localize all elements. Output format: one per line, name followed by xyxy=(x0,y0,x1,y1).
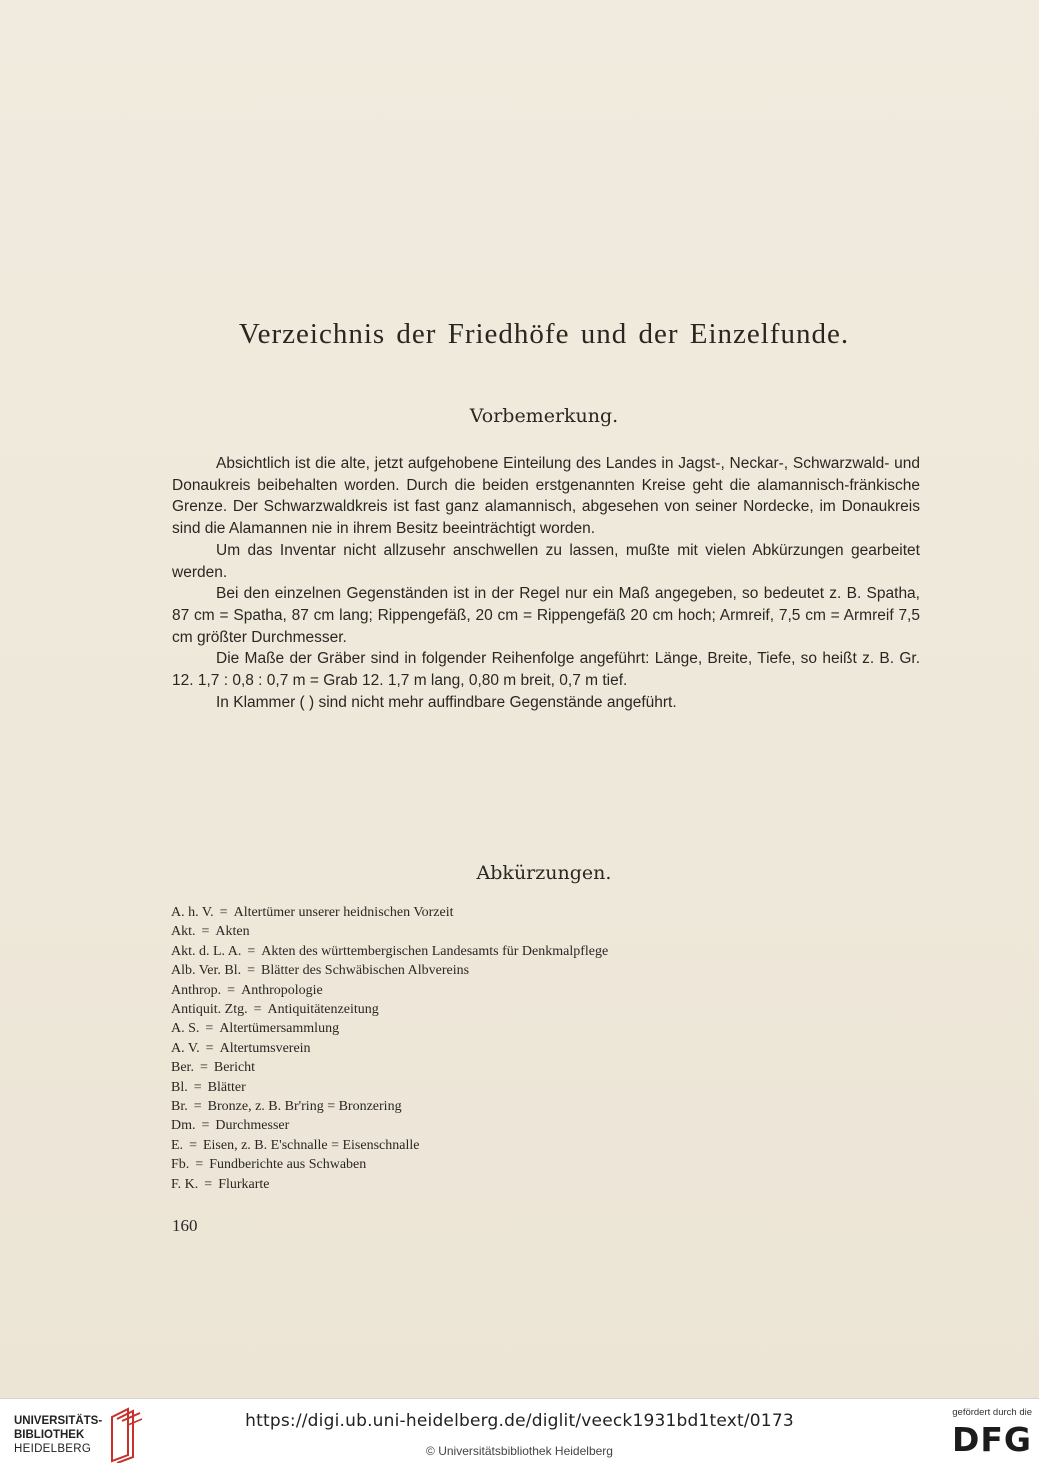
abbreviations-heading: Abkürzungen. xyxy=(476,862,612,884)
paragraph: Bei den einzelnen Gegenständen ist in der Regel nur ein Maß angegeben, so bedeutet z. B. Spatha, 87 cm = Spatha, 87 cm lang; Rippengefäß, 20 cm = Rippengefäß 20 cm hoch; Armreif, 7,5 cm = Armreif 7,5 cm größter Durchmesser. xyxy=(172,585,920,646)
page-title: Verzeichnis der Friedhöfe und der Einzelfunde. xyxy=(238,318,850,350)
abbreviation-item: A. V. = Altertumsverein xyxy=(171,1040,311,1056)
paragraph: Die Maße der Gräber sind in folgender Reihenfolge angeführt: Länge, Breite, Tiefe, so heißt z. B. Gr. 12. 1,7 : 0,8 : 0,7 m = Grab 12. 1,7 m lang, 0,80 m breit, 0,7 m tief. xyxy=(172,650,920,690)
abbreviation-item: Anthrop. = Anthropologie xyxy=(171,982,323,998)
abbreviation-item: E. = Eisen, z. B. E'schnalle = Eisenschnalle xyxy=(171,1137,420,1153)
abbreviations-list xyxy=(171,903,791,1194)
library-name-line2: BIBLIOTHEK xyxy=(14,1429,85,1441)
abbreviation-item: Antiquit. Ztg. = Antiquitätenzeitung xyxy=(171,1002,379,1018)
permalink-url[interactable]: https://digi.ub.uni-heidelberg.de/diglit/veeck1931bd1text/0173 xyxy=(245,1411,794,1431)
library-name-line1: UNIVERSITÄTS- xyxy=(14,1415,103,1427)
abbreviation-item: Akt. d. L. A. = Akten des württembergischen Landesamts für Denkmalpflege xyxy=(171,943,609,959)
abbreviation-item: Alb. Ver. Bl. = Blätter des Schwäbischen Albvereins xyxy=(171,963,470,979)
copyright-notice: © Universitätsbibliothek Heidelberg xyxy=(426,1444,613,1458)
paragraph: In Klammer ( ) sind nicht mehr auffindbare Gegenstände angeführt. xyxy=(216,693,677,711)
preface-text xyxy=(172,453,920,713)
abbreviation-item: Fb. = Fundberichte aus Schwaben xyxy=(171,1157,367,1173)
dfg-logo[interactable] xyxy=(922,1407,1032,1465)
paragraph: Absichtlich ist die alte, jetzt aufgehobene Einteilung des Landes in Jagst-, Neckar-, Schwarzwald- und Donaukreis beibehalten worden. Durch die beiden erstgenannten Kreise geht die alamannisch-fränkische Grenze. Der Schwarzwaldkreis ist fast ganz alamannisch, abgesehen von seiner Nordecke, im Donaukreis sind die Alamannen nie in ihrem Besitz beeinträchtigt worden. xyxy=(172,455,920,538)
preface-heading: Vorbemerkung. xyxy=(469,405,619,427)
abbreviation-item: Ber. = Bericht xyxy=(171,1060,256,1076)
paragraph: Um das Inventar nicht allzusehr anschwellen zu lassen, mußte mit vielen Abkürzungen gearbeitet werden. xyxy=(172,541,920,581)
abbreviation-item: A. S. = Altertümersammlung xyxy=(171,1021,340,1037)
page-number: 160 xyxy=(172,1216,198,1235)
abbreviation-item: Dm. = Durchmesser xyxy=(171,1118,290,1134)
library-name-line3: HEIDELBERG xyxy=(14,1443,92,1455)
abbreviation-item: Akt. = Akten xyxy=(171,924,250,940)
funder-name: DFG xyxy=(951,1420,1032,1459)
funding-caption: gefördert durch die xyxy=(952,1407,1032,1418)
abbreviation-item: F. K. = Flurkarte xyxy=(171,1176,270,1192)
abbreviation-item: A. h. V. = Altertümer unserer heidnischen Vorzeit xyxy=(171,905,454,920)
viewer-footer xyxy=(0,1398,1039,1471)
abbreviation-item: Bl. = Blätter xyxy=(171,1079,246,1095)
abbreviation-item: Br. = Bronze, z. B. Br'ring = Bronzering xyxy=(171,1099,402,1115)
